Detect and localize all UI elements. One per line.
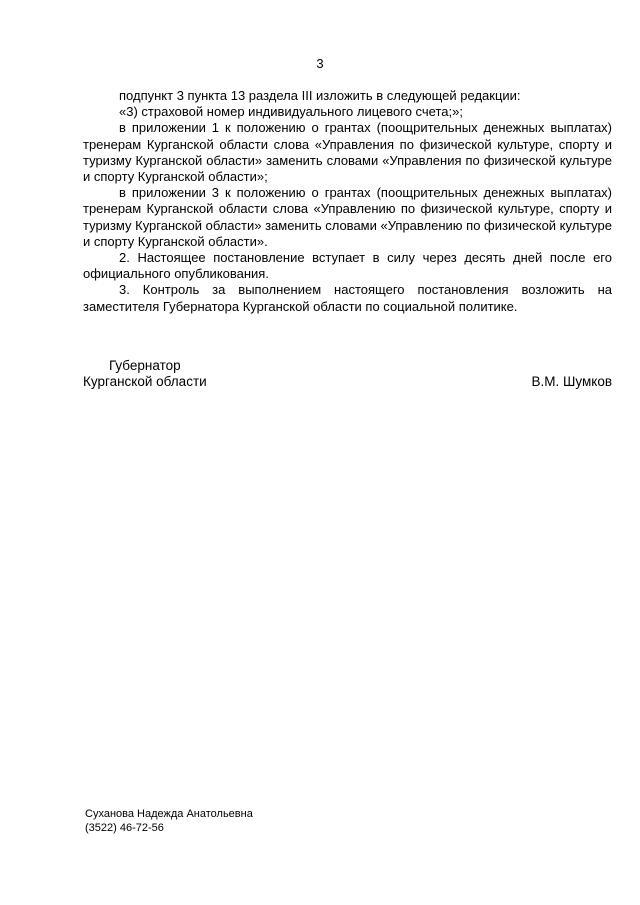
signatory-name: В.М. Шумков — [531, 374, 612, 389]
signatory-title — [83, 358, 207, 390]
executor-name: Суханова Надежда Анатольевна — [85, 808, 253, 820]
paragraph: 3. Контроль за выполнением настоящего постановления возложить на заместителя Губернатора Курганской области по социальной политике. — [83, 282, 612, 314]
executor-info — [85, 808, 253, 835]
signature-block — [83, 358, 612, 398]
signatory-region: Курганской области — [83, 374, 207, 389]
executor-phone: (3522) 46-72-56 — [85, 821, 164, 834]
paragraph: в приложении 1 к положению о грантах (поощрительных денежных выплатах) тренерам Курганской области слова «Управления по физической культуре, спорту и туризму Курганской области» заменить словами «Управления по физической культуре и спорту Курганской области»; — [83, 120, 612, 185]
paragraph: подпункт 3 пункта 13 раздела III изложить в следующей редакции: — [119, 88, 521, 103]
paragraph: в приложении 3 к положению о грантах (поощрительных денежных выплатах) тренерам Курганской области слова «Управлению по физической культуре, спорту и туризму Курганской области» заменить словами «Управлению по физической культуре и спорту Курганской области». — [83, 185, 612, 249]
signatory-position: Губернатор — [109, 358, 181, 373]
document-body — [83, 88, 612, 315]
paragraph: 2. Настоящее постановление вступает в силу через десять дней после его официального опубликования. — [83, 250, 612, 282]
paragraph: «3) страховой номер индивидуального лицевого счета;»; — [119, 104, 463, 120]
page-number: 3 — [316, 56, 324, 71]
